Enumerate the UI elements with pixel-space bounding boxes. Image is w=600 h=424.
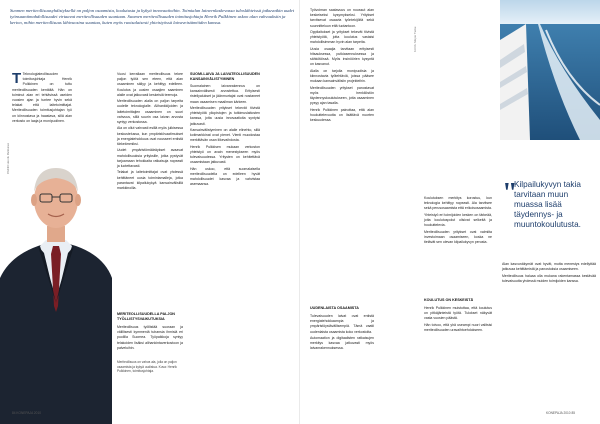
column-paragraph: Meriteollisuuden yritykset tekevät tiivistä yhteistyötä yliopistojen ja tutkimuslaitosten kanssa, jotta uusia innovaatioita syntyisi jatkuvasti. [190, 106, 260, 126]
column-paragraph: Automaation ja digitaalisten ratkaisujen merkitys kasvaa jatkuvasti myös laivanrakennuksessa. [310, 336, 374, 351]
column-paragraph: Meriteollisuus työllistää suoraan ja välillisesti kymmeniä tuhansia ihmisiä eri puolilla Suomea. Työpaikkoja syntyy telakoiden lisäksi alihankintaverkostoon ja palveluihin. [117, 325, 183, 350]
column-paragraph: Kansainvälistyminen on alalle elinehto, sillä kotimarkkinat ovat pienet. Vienti muodostaa merkittävän osan liikevaihdosta. [190, 128, 260, 143]
left-column-2 [117, 72, 183, 192]
photo-caption: Meriteollisuus on vahva ala, jolla on paljon osaamista ja kykyä uudistua. Kuva: Henrik Pulkkinen, toimitusjohtaja. [117, 360, 177, 374]
column-paragraph: Vuosi kerrallaan meriteollisuus tekee paljon työtä sen eteen, että alan osaaminen säilyy ja kehittyy edelleen. Koulutus ja uusien osaajien saaminen alalle ovat jatkuvasti keskeisiä teemoja. [117, 72, 183, 97]
section-subhead: SUOMI-LAIVA JA LAIVATEOLLISUUDEN KANSAINVÄLISTYMINEN [190, 72, 260, 81]
column-paragraph: Koulutuksen merkitys korostuu, kun teknologia kehittyy nopeasti. Ala tarvitsee sekä perusosaamista että erikoisosaamista. [424, 196, 492, 211]
ship-wake-photo [500, 0, 600, 140]
photo-credit: PAINO Henrik Pulkkinen [6, 142, 10, 174]
column-paragraph: Uudet ympäristömääräykset avaavat mahdollisuuksia yrityksille, jotka pystyvät tarjoamaan tehokkaita ratkaisuja nopeasti ja luotettavasti. [117, 148, 183, 169]
column-paragraph: T Teknologiateollisuuden toimitusjohtaja Henrik Pulkkinen on tuttu meriteollisuuden kentältä. Hän on toiminut alan eri tehtävissä useiden vuosien ajan ja tuntee hyvin sekä telakat että laitetoimittajat. Meriteollisuuden toimitusjohtajan työ on kiinnostava ja haastava, sillä alan verkosto on laaja ja monipuolinen. [12, 70, 72, 123]
quote-mark-icon: " [502, 178, 518, 209]
column-paragraph: Suomalainen laivanrakennus on kansainvälisesti arvostettua. Erityisesti risteilyalukset ja jäänmurtajat ovat nostaneet maan osaamisen maailman kärkeen. [190, 84, 260, 104]
column-paragraph: Alan kasvunäkymät ovat hyvät, mutta menestys edellyttää jatkuvaa kehittämistä ja panostuksia osaamiseen. [502, 262, 596, 272]
column-paragraph: Henrik Pulkkisen mukaan verkoston yhteistyö on avain menestykseen myös tulevaisuudessa. Yritysten on kehitettävä osaamistaan jatkuvasti. [190, 144, 260, 165]
column-paragraph: Henrik Pulkkinen muistuttaa, että koulutus on pitkäjänteistä työtä. Tulokset näkyvät vasta vuosien päästä. [424, 306, 492, 321]
left-column-1 [12, 72, 72, 125]
column-paragraph: Meriteollisuuden alalla on paljon tarpeita uudelle teknologialle. Alihankkijoiden ja laitetoimittajien osaaminen on suuri vahvuus, sillä suurin osa laivan arvosta syntyy verkostossa. [117, 99, 183, 125]
page-folio: KONEPAJA 2010 85 [546, 411, 575, 415]
column-paragraph: Alalla on tarjolla monipuolisia ja kiinnostavia työtehtäviä, joissa pääsee mukaan kansainvälisiin projekteihin. [310, 68, 374, 84]
left-column-3 [190, 84, 260, 189]
column-paragraph: Hän toivoo, että yhä useampi nuori valitsisi meriteollisuuden uravaihtoehdokseen. [424, 322, 492, 332]
section-subhead: MERITEOLLISUUDELLA PALJON TYÖLLISTYSVAIKUTUKSIA [117, 312, 175, 321]
right-column-3 [502, 262, 596, 285]
ship-wake-illustration [500, 0, 600, 140]
section-subhead: UUDENLAISTA OSAAMISTA [310, 306, 359, 310]
column-paragraph: Oppilaitokset ja yritykset tekevät tiivistä yhteistyötä, jotta koulutus vastaisi mahdollisimman hyvin alan tarpeita. [310, 30, 374, 45]
left-column-2-continued [117, 325, 183, 352]
right-column-1 [310, 8, 374, 124]
photo-credit: KUVA: Meyer Turku [413, 26, 417, 52]
section-subhead: KOULUTUS ON KESKEISTÄ [424, 298, 474, 302]
column-paragraph: Meriteollisuuden yritykset panostavat myös henkilöstön täydennyskoulutukseen, jotta osaaminen pysyy ajan tasalla. [310, 85, 374, 106]
column-paragraph: Ala on ollut vahvasti esillä myös julkisessa keskustelussa, kun ympäristövaatimukset ja energiatehokkuus ovat nousseet entistä tärkeämmiksi. [117, 126, 183, 147]
portrait-illustration [0, 128, 112, 424]
pull-quote-text: Kilpailukyvyn takia tarvitaan muun muassa lisää täydennys- ja muuntokoulutusta. [514, 180, 581, 229]
right-column-1-continued [310, 314, 374, 353]
column-paragraph: Meriteollisuuden yritykset ovat valmiita investoimaan osaamiseen, koska ne tietävät sen olevan kilpailukyvyn perusta. [424, 229, 492, 244]
column-paragraph: Työvoiman saatavuus on noussut alan keskeiseksi kysymykseksi. Yritykset tarvitsevat osaavia työntekijöitä sekä suunnitteluun että tuotantoon. [310, 8, 374, 28]
right-column-2-continued [424, 306, 492, 334]
column-paragraph: Telakat ja laitetoimittajat ovat yhdessä kehittäneet uusia toimintamalleja, jotka parantavat kilpailukykyä kansainvälisillä markkinoilla. [117, 170, 183, 191]
column-paragraph: Uusia osaajia tarvitaan erityisesti hitsauksessa, putkiasennuksessa ja sähkötöissä. Myös insinöörien kysyntä on kasvanut. [310, 46, 374, 67]
column-paragraph: Meriteollisuus haluaa olla mukana rakentamassa kestävää tulevaisuutta yhdessä muiden toimijoiden kanssa. [502, 273, 596, 283]
column-paragraph: Tulevaisuuden laivat ovat entistä energiatehokkaampia ja ympäristöystävällisempiä. Tämä vaatii uudenlaista osaamista koko verkostolta. [310, 314, 374, 334]
page-folio: 84 KONEPAJA 2010 [12, 411, 41, 415]
portrait-photo [0, 128, 112, 424]
column-paragraph: Hän uskoo, että suomalaisella meriteollisuudella on edelleen hyvät mahdollisuudet kasvaa ja vahvistaa asemaansa. [190, 166, 260, 187]
drop-cap: T [12, 70, 22, 87]
column-paragraph: Yhteistyö eri toimijoiden kesken on tärkeää, jotta koulutuspolut olisivat selkeitä ja houkuttelevia. [424, 212, 492, 228]
lead-paragraph: Suomen meriteollisuusyhdistyksellä on paljon osaamista, koulutusta ja kykyä innovaatioihin. Toimialan laineenlaskevassa tuloslähteissä jatkuvatkin uudet työnsaantimahdollisuudet virtaavat meriteollisuuden suuntaan. Suomen meriteollisuuden toimitusjohtaja Henrik Pulkkinen uskoo alan vahvuuksiin ja kertoo, mihin meriteollisuus lähivuosina suuntaa, kuten myös ruotsalaisesti yhteistyössä laivaveistämöiden kanssa. [10, 8, 294, 26]
right-column-2 [424, 196, 492, 246]
column-paragraph: Henrik Pulkkinen painottaa, että alan houkuttelevuutta on lisättävä nuorten keskuudessa. [310, 107, 374, 122]
